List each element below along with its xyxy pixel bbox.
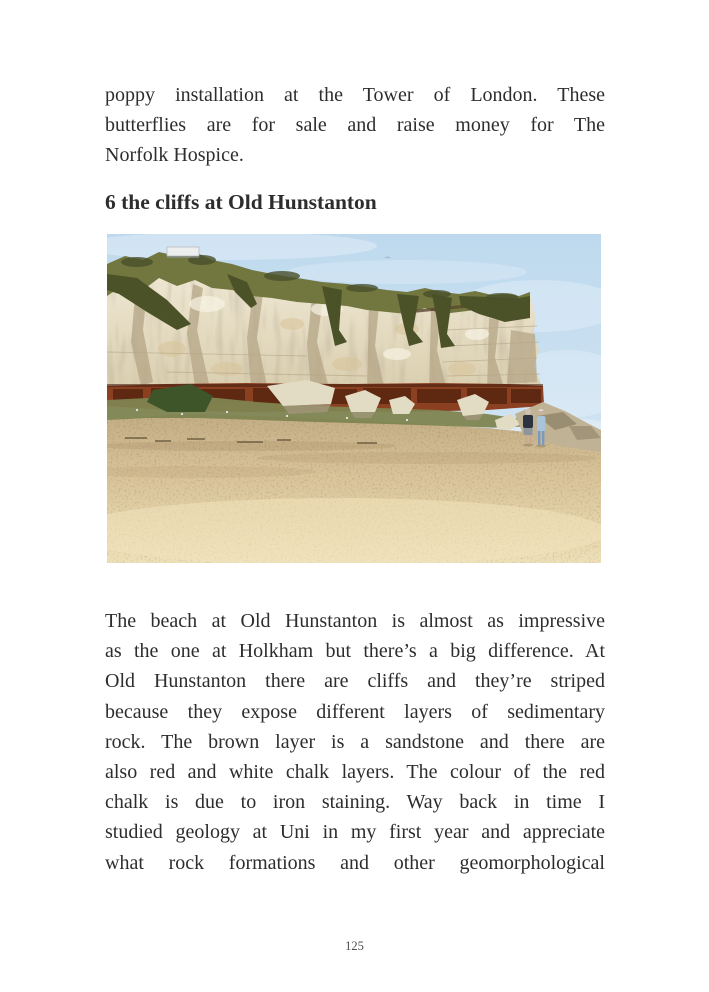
text-line: what rock formations and other geomorphological <box>105 851 605 874</box>
paragraph-body <box>105 606 605 878</box>
text-line: butterflies are for sale and raise money for The <box>105 114 605 137</box>
text-line: chalk is due to iron staining. Way back in time I <box>105 791 605 814</box>
section-heading: 6 the cliffs at Old Hunstanton <box>105 190 377 214</box>
text-line: The beach at Old Hunstanton is almost as impressive <box>105 610 605 632</box>
text-line: because they expose different layers of sedimentary <box>105 700 605 723</box>
cliff-photo <box>107 234 601 563</box>
text-line: rock. The brown layer is a sandstone and there are <box>105 730 605 753</box>
text-line: as the one at Holkham but there’s a big difference. At <box>105 640 605 663</box>
paragraph-top <box>105 80 605 171</box>
text-line: Norfolk Hospice. <box>105 144 244 167</box>
photo-illustration <box>107 234 601 563</box>
page-number: 125 <box>345 939 364 953</box>
text-line: Old Hunstanton there are cliffs and they’re striped <box>105 670 605 693</box>
text-line: studied geology at Uni in my first year and appreciate <box>105 821 605 844</box>
text-line: poppy installation at the Tower of London. These <box>105 84 605 106</box>
text-line: also red and white chalk layers. The colour of the red <box>105 761 605 784</box>
clifftop-structure <box>167 247 199 258</box>
